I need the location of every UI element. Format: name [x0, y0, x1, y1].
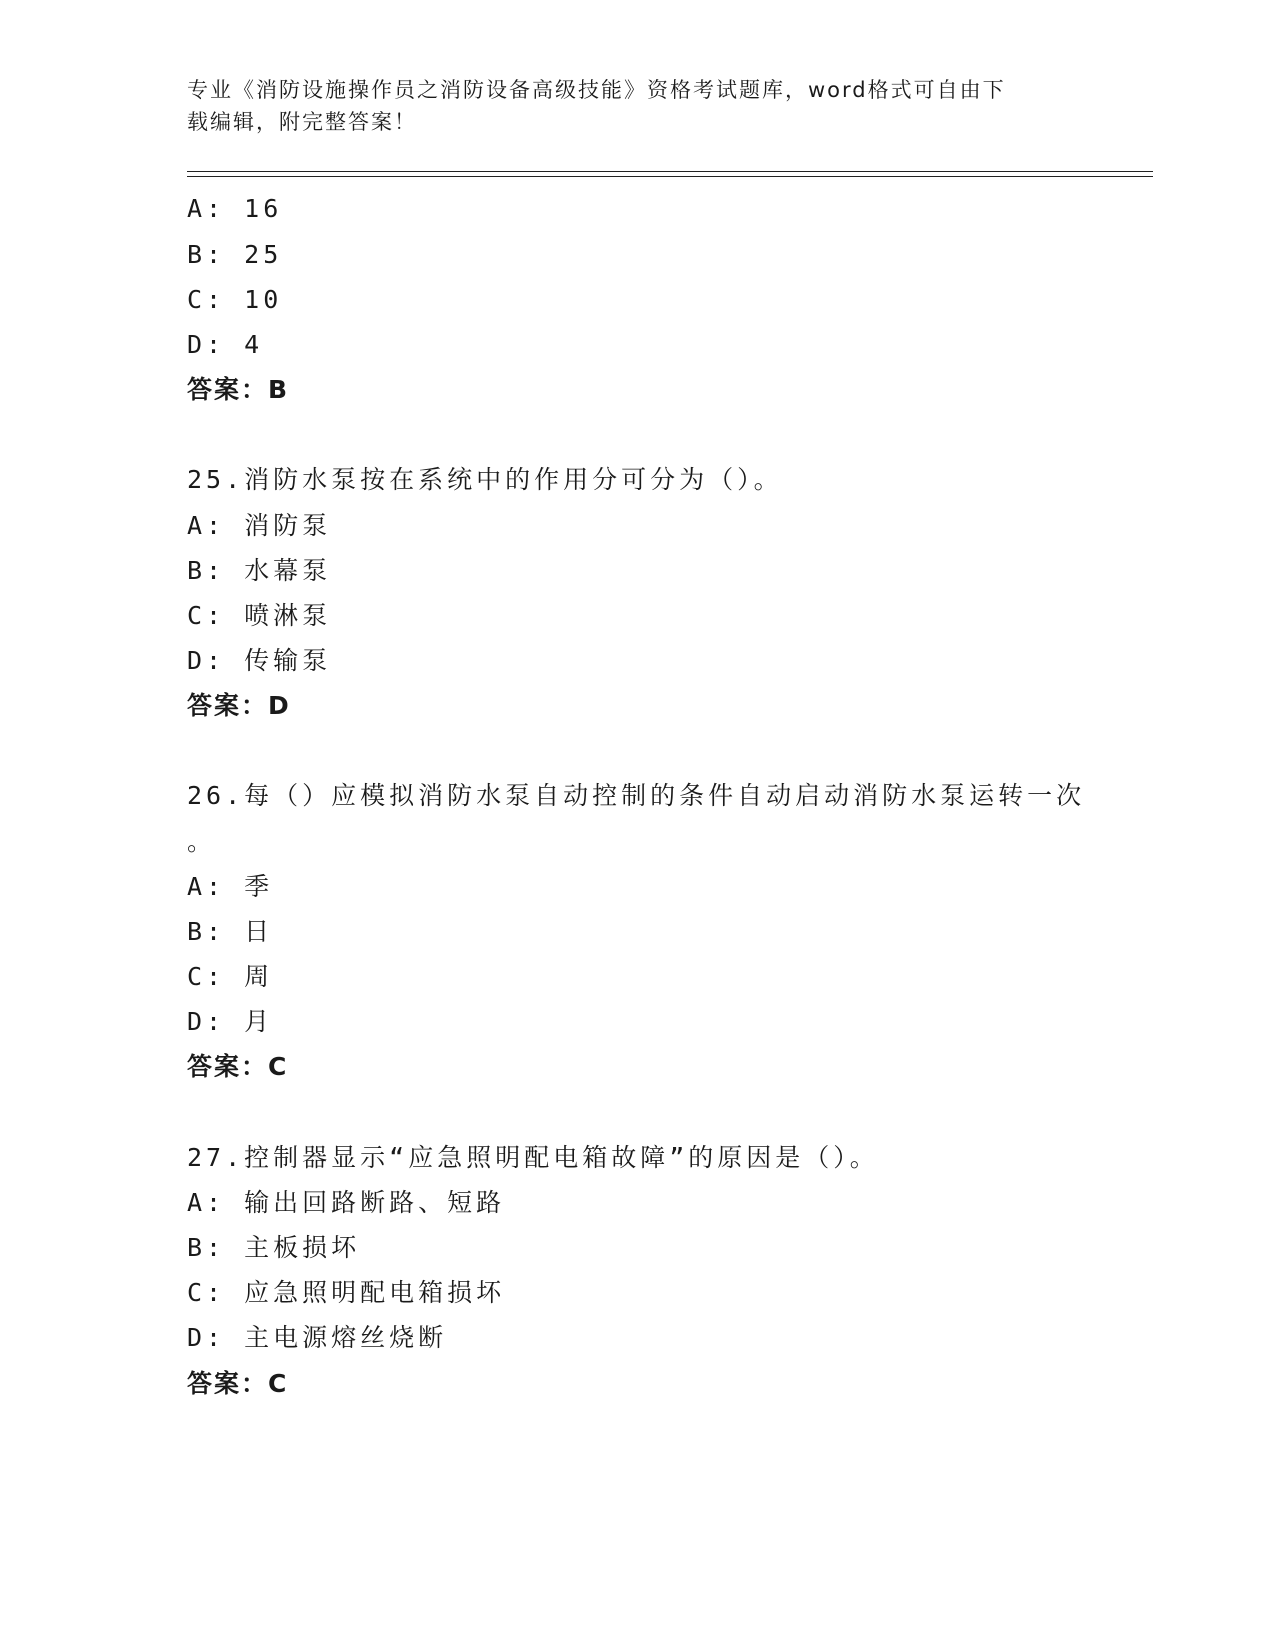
header-rule-bottom	[187, 176, 1153, 177]
q24-option-c: C: 10	[187, 285, 283, 314]
q26-answer: 答案：C	[187, 1052, 289, 1081]
q25-option-b: B: 水幕泵	[187, 556, 332, 585]
q27-answer: 答案：C	[187, 1369, 289, 1398]
q25-option-c: C: 喷淋泵	[187, 601, 332, 630]
q25-question: 25.消防水泵按在系统中的作用分可分为（）。	[187, 465, 783, 494]
q26-option-b: B: 日	[187, 917, 274, 946]
q24-answer: 答案：B	[187, 375, 290, 404]
q24-option-b: B: 25	[187, 240, 283, 269]
q25-answer: 答案：D	[187, 691, 291, 720]
q26-option-d: D: 月	[187, 1007, 274, 1036]
q27-option-b: B: 主板损坏	[187, 1233, 361, 1262]
q24-option-d: D: 4	[187, 330, 264, 359]
header-line-2: 载编辑，附完整答案！	[187, 110, 417, 134]
q25-option-d: D: 传输泵	[187, 646, 332, 675]
q27-option-c: C: 应急照明配电箱损坏	[187, 1278, 506, 1307]
q27-option-d: D: 主电源熔丝烧断	[187, 1323, 448, 1352]
q26-option-c: C: 周	[187, 962, 274, 991]
document-header	[187, 74, 1067, 138]
q26-question-cont: 。	[187, 827, 217, 856]
q26-option-a: A: 季	[187, 872, 274, 901]
header-rule-top	[187, 171, 1153, 172]
q24-option-a: A: 16	[187, 194, 283, 223]
q27-option-a: A: 输出回路断路、短路	[187, 1188, 506, 1217]
q26-question: 26.每（）应模拟消防水泵自动控制的条件自动启动消防水泵运转一次	[187, 781, 1086, 810]
q25-option-a: A: 消防泵	[187, 511, 332, 540]
header-line-1: 专业《消防设施操作员之消防设备高级技能》资格考试题库，word格式可自由下	[187, 78, 1006, 102]
q27-question: 27.控制器显示“应急照明配电箱故障”的原因是（）。	[187, 1143, 879, 1172]
